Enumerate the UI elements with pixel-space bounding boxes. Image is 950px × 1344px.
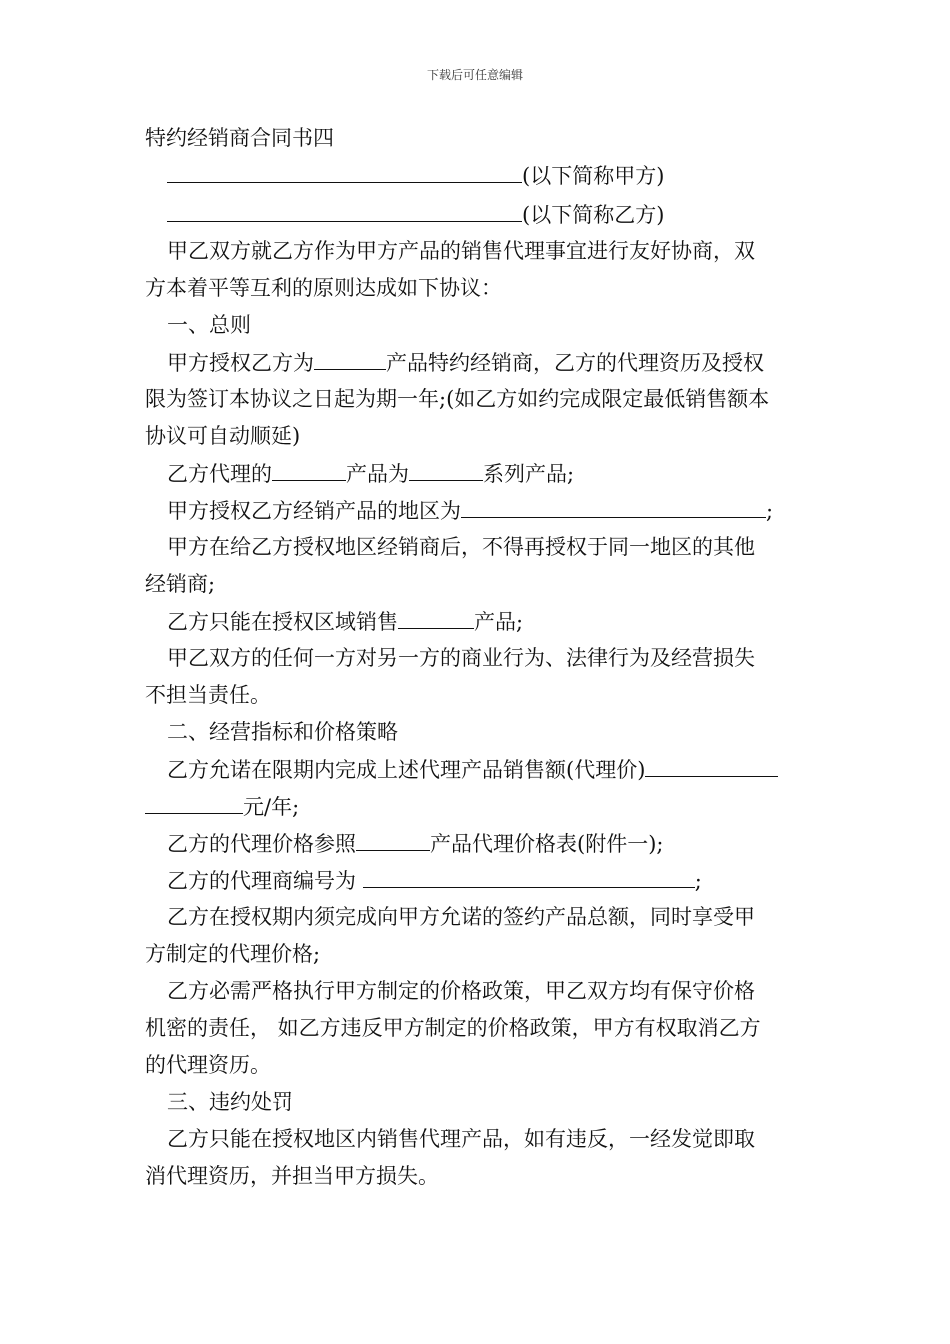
party-a-suffix: (以下简称甲方) [522, 164, 665, 188]
region-blank[interactable] [461, 492, 766, 518]
sec2-p4-line-1: 乙方在授权期内须完成向甲方允诺的签约产品总额，同时享受甲 [167, 905, 755, 929]
sec1-p5-text-a: 乙方只能在授权区域销售 [167, 610, 398, 634]
party-b-blank[interactable] [167, 196, 522, 222]
sec1-p6-line-1: 甲乙双方的任何一方对另一方的商业行为、法律行为及经营损失 [167, 646, 755, 670]
sec1-p2-text-b: 产品为 [346, 462, 409, 486]
party-a-blank[interactable] [167, 157, 522, 183]
section-3-heading: 三、违约处罚 [167, 1090, 293, 1114]
sec2-p3-text-a: 乙方的代理商编号为 [167, 869, 356, 893]
intro-line-1: 甲乙双方就乙方作为甲方产品的销售代理事宜进行友好协商，双 [167, 239, 755, 263]
section-1-heading: 一、总则 [167, 313, 251, 337]
sec2-p1-line-1 [145, 751, 810, 788]
sec2-p3 [145, 862, 810, 899]
sec2-p4-line-2: 方制定的代理价格; [145, 942, 321, 966]
product-brand-blank[interactable] [314, 344, 386, 370]
sec1-p5-text-b: 产品; [474, 610, 524, 634]
sec2-p2-text-a: 乙方的代理价格参照 [167, 832, 356, 856]
sec3-p1-line-1: 乙方只能在授权地区内销售代理产品，如有违反，一经发觉即取 [167, 1127, 755, 1151]
sec1-p4-line-2: 经销商; [145, 572, 216, 596]
agent-brand-blank[interactable] [272, 455, 346, 481]
sec2-p2 [145, 825, 810, 862]
party-a-line [145, 157, 810, 194]
sec2-p1-text-b: 元/年; [243, 795, 300, 819]
sec1-p2-text-c: 系列产品; [483, 462, 575, 486]
sec1-p3-text-b: ; [766, 499, 774, 523]
sec2-p3-text-b: ; [694, 869, 702, 893]
party-b-suffix: (以下简称乙方) [522, 203, 665, 227]
sec2-p5-line-3: 的代理资历。 [145, 1053, 271, 1077]
sec1-p2 [145, 455, 810, 492]
product-series-blank[interactable] [409, 455, 483, 481]
page-header-note: 下载后可任意编辑 [426, 68, 523, 82]
sec1-p6-line-2: 不担当责任。 [145, 683, 271, 707]
intro-line-2: 方本着平等互利的原则达成如下协议： [145, 276, 502, 300]
sec1-p3 [145, 492, 810, 529]
sales-amount-blank-2[interactable] [145, 788, 243, 814]
sec3-p1-line-2: 消代理资历，并担当甲方损失。 [145, 1164, 439, 1188]
sec1-p4-line-1: 甲方在给乙方授权地区经销商后，不得再授权于同一地区的其他 [167, 535, 755, 559]
sec1-p2-text-a: 乙方代理的 [167, 462, 272, 486]
sec1-p1-text-b: 产品特约经销商，乙方的代理资历及授权 [386, 351, 764, 375]
contract-document [145, 120, 810, 1195]
sec1-p1-text-a: 甲方授权乙方为 [167, 351, 314, 375]
sec1-p1-line-2: 限为签订本协议之日起为期一年;(如乙方如约完成限定最低销售额本 [145, 387, 770, 411]
price-list-brand-blank[interactable] [356, 825, 430, 851]
sales-amount-blank-1[interactable] [645, 751, 778, 777]
document-title: 特约经销商合同书四 [145, 126, 334, 150]
section-2-heading: 二、经营指标和价格策略 [167, 720, 398, 744]
sec2-p5-line-2: 机密的责任， 如乙方违反甲方制定的价格政策，甲方有权取消乙方 [145, 1016, 761, 1040]
party-b-line [145, 196, 810, 233]
sec1-p1-line-1 [145, 344, 810, 381]
sec2-p5-line-1: 乙方必需严格执行甲方制定的价格政策，甲乙双方均有保守价格 [167, 979, 755, 1003]
sec1-p1-line-3: 协议可自动顺延) [145, 424, 301, 448]
sales-product-blank[interactable] [398, 603, 474, 629]
sec1-p5 [145, 603, 810, 640]
sec2-p2-text-b: 产品代理价格表(附件一); [430, 832, 664, 856]
agent-number-blank[interactable] [363, 862, 695, 888]
sec1-p3-text-a: 甲方授权乙方经销产品的地区为 [167, 499, 461, 523]
sec2-p1-line-2 [145, 788, 810, 825]
sec2-p1-text-a: 乙方允诺在限期内完成上述代理产品销售额(代理价) [167, 758, 646, 782]
